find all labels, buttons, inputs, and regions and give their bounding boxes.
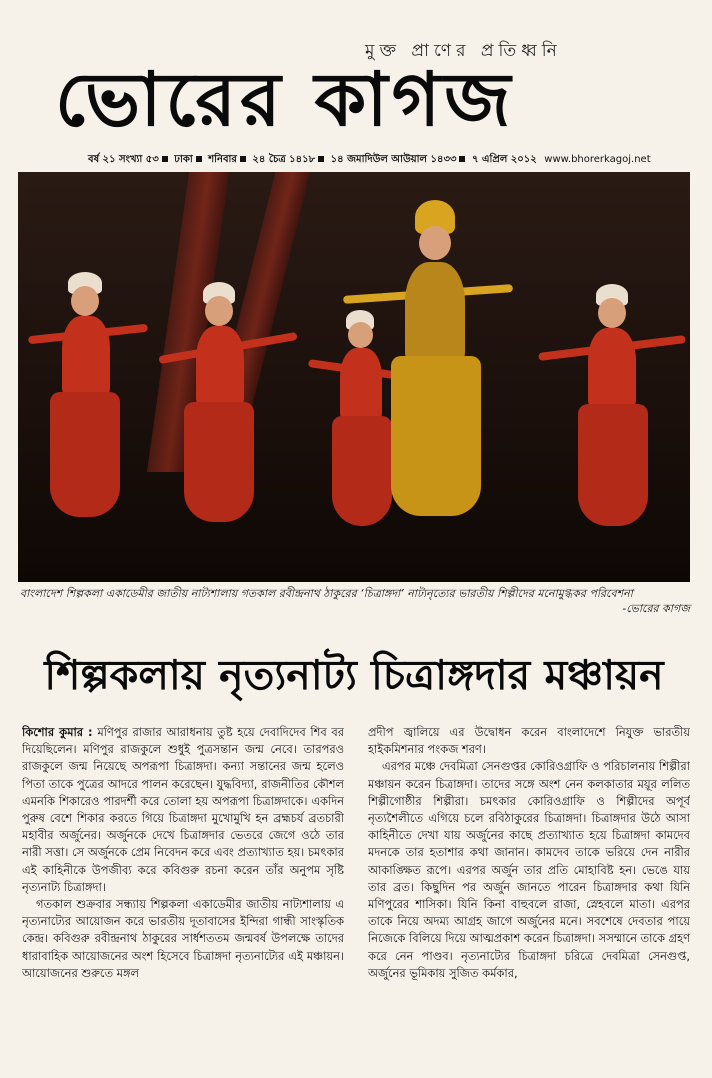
dateline-bangla-date: ২৪ চৈত্র ১৪১৮	[252, 154, 316, 165]
square-bullet-icon	[459, 156, 465, 162]
newspaper-masthead: ভোরের কাগজ	[55, 57, 515, 143]
paragraph-text: মণিপুর রাজার আরাধনায় তুষ্ট হয়ে দেবাদিদেব শিব বর দিয়েছিলেন। মণিপুর রাজকুলে শুধুই পুত্রসন্তান জন্ম নেবে। তারপরও রাজকুলে জন্ম নিয়েছে অপরূপা চিত্রাঙ্গদা। কন্যা সন্তানের জন্ম হলেও পিতা তাকে পুত্রের আদরে পালন করেছেন। যুদ্ধবিদ্যা, রাজনীতির কৌশল এমনকি শিকারেও পারদর্শী করে তোলা হয় অপরূপা চিত্রাঙ্গদাকে। একদিন পুরুষ বেশে শিকার করতে গিয়ে চিত্রাঙ্গদা মুখোমুখি হন ব্রহ্মচর্য ব্রতচারী মহাবীর অর্জুনের। অর্জুনকে দেখে চিত্রাঙ্গদার ভেতরে জেগে ওঠে তার নারী সত্তা। সে অর্জুনকে প্রেম নিবেদন করে এবং প্রত্যাখ্যাত হয়। চমৎকার এই কাহিনীকে উপজীব্য করে কবিগুরু রচনা করেন তাঁর অনুপম সৃষ্টি নৃত্যনাট্য চিত্রাঙ্গদা।	[22, 725, 344, 894]
dance-photo	[18, 172, 690, 582]
tagline: মুক্ত প্রাণের প্রতিধ্বনি	[365, 41, 562, 61]
article-column-1	[22, 724, 344, 1074]
photo-caption	[20, 586, 690, 626]
paragraph: প্রদীপ জ্বালিয়ে এর উদ্বোধন করেন বাংলাদেশে নিযুক্ত ভারতীয় হাইকমিশনার পংকজ শরণ।	[368, 725, 690, 757]
article-headline: শিল্পকলায় নৃত্যনাট্য চিত্রাঙ্গদার মঞ্চায়ন	[44, 651, 664, 699]
square-bullet-icon	[240, 156, 246, 162]
dancer-figure	[538, 284, 688, 534]
dateline-issue: বর্ষ ২১ সংখ্যা ৫৩	[88, 154, 159, 165]
dateline-weekday: শনিবার	[208, 154, 237, 165]
dateline-city: ঢাকা	[174, 154, 193, 165]
dateline-gregorian-date: ৭ এপ্রিল ২০১২	[471, 154, 537, 165]
lead-dancer-figure	[343, 200, 513, 530]
photo-credit: -ভোরের কাগজ	[622, 602, 690, 615]
paragraph: গতকাল শুক্রবার সন্ধ্যায় শিল্পকলা একাডেমীর জাতীয় নাট্যশালায় এ নৃত্যনাট্যের আয়োজন করে ভারতীয় দূতাবাসের ইন্দিরা গান্ধী সাংস্কৃতিক কেন্দ্র। কবিগুরু রবীন্দ্রনাথ ঠাকুরের সার্ধশততম জন্মবর্ষ উপলক্ষে তাদের ধারাবাহিক আয়োজনের অংশ হিসেবে চিত্রাঙ্গদা নৃত্যনাট্যের এই মঞ্চায়ন। আয়োজনের শুরুতে মঙ্গল	[22, 897, 344, 980]
dateline-hijri-date: ১৪ জমাদিউল আউয়াল ১৪৩৩	[330, 154, 457, 165]
dancer-figure	[28, 272, 148, 532]
square-bullet-icon	[196, 156, 202, 162]
website-url: www.bhorerkagoj.net	[544, 154, 651, 165]
caption-text: বাংলাদেশ শিল্পকলা একাডেমীর জাতীয় নাট্যশালায় গতকাল রবীন্দ্রনাথ ঠাকুরের ‘চিত্রাঙ্গদা’ নাট্যনৃত্যের ভারতীয় শিল্পীদের মনোমুগ্ধকর পরিবেশনা	[20, 587, 633, 600]
article-column-2	[368, 724, 690, 1074]
byline: কিশোর কুমার :	[22, 725, 93, 739]
square-bullet-icon	[318, 156, 324, 162]
dancer-figure	[158, 282, 308, 532]
paragraph	[22, 724, 344, 896]
paragraph: এরপর মঞ্চে দেবমিত্রা সেনগুপ্তর কোরিওগ্রাফি ও পরিচালনায় শিল্পীরা মঞ্চায়ন করেন চিত্রাঙ্গদা। তাদের সঙ্গে অংশ নেন কলকাতার ময়ূর ললিত শিল্পীগোষ্ঠীর শিল্পীরা। চমৎকার কোরিওগ্রাফি ও শিল্পীদের অপূর্ব নৃত্যশৈলীতে এগিয়ে চলে রবিঠাকুরের চিত্রাঙ্গদা। চিত্রাঙ্গদার উঠে আসা কাহিনীতে দেখা যায় অর্জুনের কাছে প্রত্যাখ্যাত হয়ে চিত্রাঙ্গদা কামদেব মদনকে তার হতাশার কথা জানান। কামদেব তাকে ভরিয়ে দেন নারীর আকাঙ্ক্ষিত রূপে। এরপর অর্জুন তার প্রতি মোহাবিষ্ট হন। ভেঙে যায় তার ব্রত। কিছুদিন পর অর্জুন জানতে পারেন চিত্রাঙ্গদার কথা যিনি মণিপুরের শাসিকা। যিনি কিনা বাহুবলে রাজা, স্নেহবলে মাতা। এরপর তাকে নিয়ে অদম্য আগ্রহ জাগে অর্জুনের মনে। সবশেষে দেবতার পায়ে নিজেকে বিলিয়ে দিয়ে আত্মপ্রকাশ করেন চিত্রাঙ্গদা। সসম্মানে তাকে গ্রহণ করে নেন পাণ্ডব। নৃত্যনাট্যের চিত্রাঙ্গদা চরিত্রে দেবমিত্রা সেনগুপ্ত, অর্জুনের ভূমিকায় সুজিত কর্মকার,	[368, 759, 690, 980]
square-bullet-icon	[162, 156, 168, 162]
dateline	[88, 152, 668, 169]
